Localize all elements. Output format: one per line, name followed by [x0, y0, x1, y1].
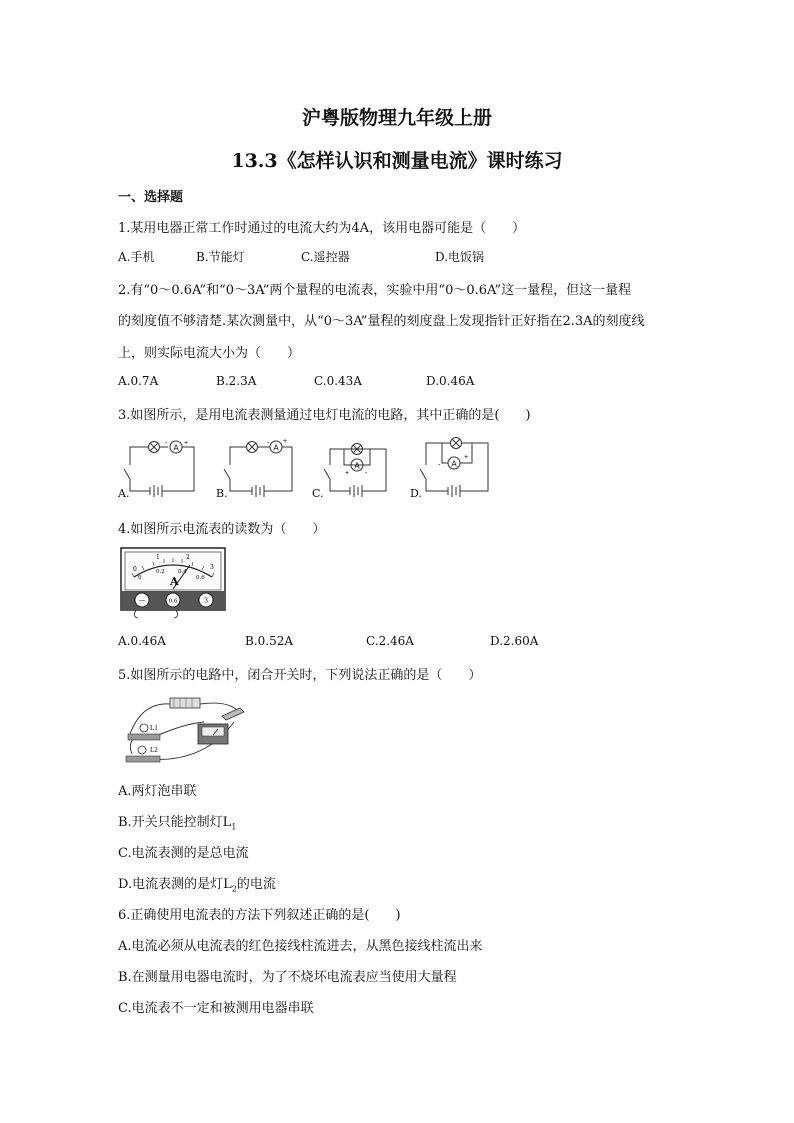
q1-option-c: C.遥控器 — [301, 250, 350, 264]
svg-text:-: - — [267, 440, 270, 447]
q3-option-a: A. — [118, 487, 130, 500]
q5-option-b: B.开关只能控制灯$L_1$ — [118, 815, 237, 832]
q3-option-c: C. — [312, 487, 324, 500]
q4-ammeter-figure — [120, 547, 226, 619]
svg-text:0.6: 0.6 — [168, 598, 178, 605]
q4-option-b: B.0.52A — [245, 634, 294, 648]
q5-option-a: A.两灯泡串联 — [118, 784, 197, 799]
meter-lower-04: 0.4 — [178, 569, 187, 575]
switch-icon — [222, 708, 244, 720]
svg-text:3: 3 — [204, 597, 208, 605]
q4-option-c: C.2.46A — [366, 634, 414, 648]
svg-text:-: - — [165, 440, 168, 447]
q6-option-b: B.在测量用电器电流时，为了不烧坏电流表应当使用大量程 — [118, 970, 457, 985]
svg-text:+: + — [283, 438, 288, 445]
q3-option-d: D. — [410, 487, 422, 500]
svg-text:+: + — [184, 440, 189, 447]
svg-text:+: + — [464, 454, 469, 461]
meter-lower-0: 0 — [138, 575, 142, 581]
meter-lower-06: 0.6 — [196, 575, 205, 581]
q1-option-b: B.节能灯 — [196, 250, 245, 264]
q5-option-d: D.电流表测的是灯$L_2$的电流 — [118, 877, 276, 894]
q2-option-d: D.0.46A — [426, 374, 475, 388]
svg-text:A: A — [273, 443, 279, 453]
q6-option-a: A.电流必须从电流表的红色接线柱流进去，从黑色接线柱流出来 — [118, 939, 483, 954]
q3-circuit-b — [216, 435, 298, 497]
meter-upper-1: 1 — [156, 554, 160, 561]
q4-option-d: D.2.60A — [490, 634, 539, 648]
q4-option-a: A.0.46A — [118, 634, 166, 648]
q6-option-c: C.电流表不一定和被测用电器串联 — [118, 1001, 314, 1016]
lamp-l1-label: L1 — [150, 724, 158, 732]
battery-icon — [170, 698, 200, 708]
q1-option-d: D.电饭锅 — [435, 250, 485, 264]
meter-unit-letter: A — [170, 575, 179, 588]
q3-circuit-a — [118, 435, 200, 497]
meter-lower-02: 0.2 — [156, 569, 165, 575]
q3-circuit-c — [314, 435, 396, 497]
svg-text:-: - — [365, 470, 368, 477]
document-title: 沪粤版物理九年级上册 — [301, 107, 492, 129]
svg-text:+: + — [345, 470, 350, 477]
q4-stem: 4.如图所示电流表的读数为（ ） — [118, 522, 326, 537]
section-heading: 一、选择题 — [118, 190, 184, 205]
q2-stem-line-2: 的刻度值不够清楚.某次测量中，从“0～3A”量程的刻度盘上发现指针正好指在2.3A的刻度线 — [118, 314, 645, 329]
q3-stem: 3.如图所示，是用电流表测量通过电灯电流的电路，其中正确的是( ) — [118, 408, 531, 423]
ammeter-label: A — [173, 443, 179, 453]
q2-option-b: B.2.3A — [216, 374, 257, 388]
svg-text:-: - — [438, 462, 441, 469]
meter-upper-zero: 0 — [133, 566, 137, 573]
lamp-l1-icon — [140, 724, 148, 732]
lamp-l2-label: L2 — [150, 746, 158, 754]
q5-circuit-photo — [122, 694, 250, 766]
svg-text:—: — — [139, 597, 145, 605]
q2-option-c: C.0.43A — [314, 374, 362, 388]
q1-stem: 1.某用电器正常工作时通过的电流大约为4A，该用电器可能是（ ） — [118, 221, 526, 236]
q5-stem: 5.如图所示的电路中，闭合开关时，下列说法正确的是（ ） — [118, 668, 482, 683]
meter-upper-2: 2 — [186, 554, 190, 561]
q3-option-b: B. — [216, 487, 228, 500]
q6-stem: 6.正确使用电流表的方法下列叙述正确的是( ) — [118, 908, 401, 923]
svg-text:A: A — [354, 461, 360, 471]
q2-stem-line-1: 2.有“0～0.6A”和“0～3A”两个量程的电流表，实验中用“0～0.6A”这一量程，但这一量程 — [118, 283, 632, 298]
document-subtitle: 13.3《怎样认识和测量电流》课时练习 — [231, 150, 563, 172]
meter-upper-3: 3 — [210, 564, 214, 571]
q2-stem-line-3: 上，则实际电流大小为（ ） — [118, 346, 301, 361]
svg-text:A: A — [451, 459, 457, 469]
lamp-l2-icon — [138, 746, 146, 754]
q2-option-a: A.0.7A — [118, 374, 159, 388]
q3-circuit-d — [412, 435, 494, 497]
q5-option-c: C.电流表测的是总电流 — [118, 846, 249, 861]
q1-option-a: A.手机 — [118, 250, 155, 264]
